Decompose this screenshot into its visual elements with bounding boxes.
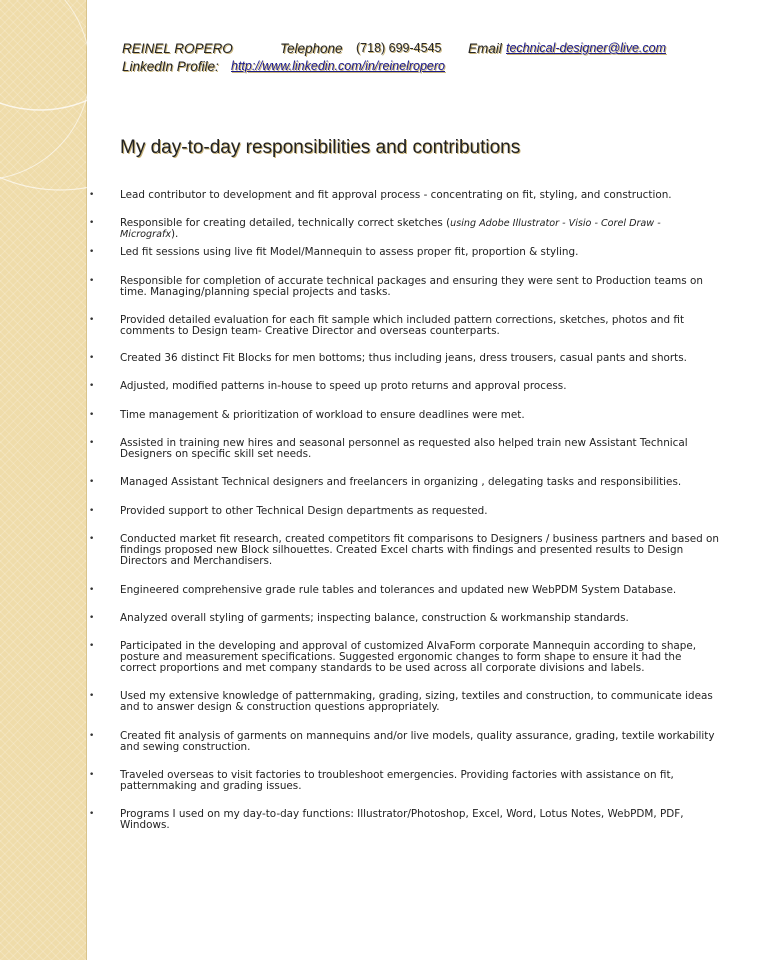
list-item-text: Assisted in training new hires and seasonal personnel as requested also helped train new Assistant Technical Designers on specific skill set needs.	[120, 437, 688, 460]
bullet-icon: •	[89, 410, 95, 420]
bullet-icon: •	[89, 381, 95, 391]
page-title: My day-to-day responsibilities and contributions	[120, 137, 521, 158]
telephone-number: (718) 699-4545	[356, 41, 442, 55]
bullet-icon: •	[89, 506, 95, 516]
bullet-icon: •	[89, 276, 95, 286]
bullet-icon: •	[89, 247, 95, 257]
list-item-text: Adjusted, modified patterns in-house to speed up proto returns and approval process.	[120, 380, 567, 392]
list-item-text: Managed Assistant Technical designers and freelancers in organizing , delegating tasks and responsibilities.	[120, 476, 682, 488]
bullet-icon: •	[89, 315, 95, 325]
telephone-label: Telephone	[280, 41, 343, 56]
bullet-icon: •	[89, 218, 95, 228]
bullet-icon: •	[89, 585, 95, 595]
list-item-text: Time management & prioritization of workload to ensure deadlines were met.	[120, 409, 525, 421]
list-item-text: Participated in the developing and approval of customized AlvaForm corporate Mannequin according to shape, posture and measurement specifications. Suggested ergonomic changes to form shape to ensure it had the correct proportions and met company standards to be used across all corporate divisions and labels.	[120, 640, 697, 674]
linkedin-link[interactable]: http://www.linkedin.com/in/reinelropero	[231, 59, 445, 73]
bullet-icon: •	[89, 809, 95, 819]
bullet-icon: •	[89, 190, 95, 200]
bullet-icon: •	[89, 438, 95, 448]
bullet-icon: •	[89, 691, 95, 701]
email-link[interactable]: technical-designer@live.com	[506, 41, 666, 55]
list-item-text: Responsible for creating detailed, technically correct sketches (using Adobe Illustrator - Visio - Corel Draw - Micrografx).	[120, 217, 661, 240]
list-item-text: Analyzed overall styling of garments; inspecting balance, construction & workmanship standards.	[120, 612, 629, 624]
list-item-text: Used my extensive knowledge of patternmaking, grading, sizing, textiles and construction, to communicate ideas and to answer design & construction questions appropriately.	[120, 690, 713, 713]
contact-name: REINEL ROPERO	[122, 41, 233, 56]
list-item-text: Led fit sessions using live fit Model/Mannequin to assess proper fit, proportion & styling.	[120, 246, 579, 258]
list-item-text: Conducted market fit research, created competitors fit comparisons to Designers / business partners and based on findings proposed new Block silhouettes. Created Excel charts with findings and presented results to Design Directors and Merchandisers.	[120, 533, 719, 567]
linkedin-label: LinkedIn Profile:	[122, 59, 219, 74]
bullet-icon: •	[89, 534, 95, 544]
list-item-text: Lead contributor to development and fit approval process - concentrating on fit, styling, and construction.	[120, 189, 672, 201]
list-item-text: Engineered comprehensive grade rule tables and tolerances and updated new WebPDM System Database.	[120, 584, 677, 596]
software-list: using Adobe Illustrator - Visio - Corel Draw - Micrografx	[120, 218, 661, 240]
list-item-text: Created fit analysis of garments on mannequins and/or live models, quality assurance, grading, textile workability and sewing construction.	[120, 730, 715, 753]
email-label: Email	[468, 41, 502, 56]
list-item-text: Responsible for completion of accurate technical packages and ensuring they were sent to Production teams on time. Managing/planning special projects and tasks.	[120, 275, 703, 298]
bullet-icon: •	[89, 613, 95, 623]
list-item-text: Provided support to other Technical Design departments as requested.	[120, 505, 488, 517]
bullet-icon: •	[89, 477, 95, 487]
bullet-icon: •	[89, 353, 95, 363]
list-item-text: Provided detailed evaluation for each fit sample which included pattern corrections, sketches, photos and fit comments to Design team- Creative Director and overseas counterparts.	[120, 314, 685, 337]
decorative-sidebar	[0, 0, 87, 960]
list-item-text: Programs I used on my day-to-day functions: Illustrator/Photoshop, Excel, Word, Lotus Notes, WebPDM, PDF, Windows.	[120, 808, 684, 831]
list-item-text: Created 36 distinct Fit Blocks for men bottoms; thus including jeans, dress trousers, casual pants and shorts.	[120, 352, 687, 364]
bullet-icon: •	[89, 731, 95, 741]
bullet-icon: •	[89, 770, 95, 780]
bullet-icon: •	[89, 641, 95, 651]
list-item-text: Traveled overseas to visit factories to troubleshoot emergencies. Providing factories with assistance on fit, patternmaking and grading issues.	[120, 769, 674, 792]
contact-header	[122, 41, 742, 77]
